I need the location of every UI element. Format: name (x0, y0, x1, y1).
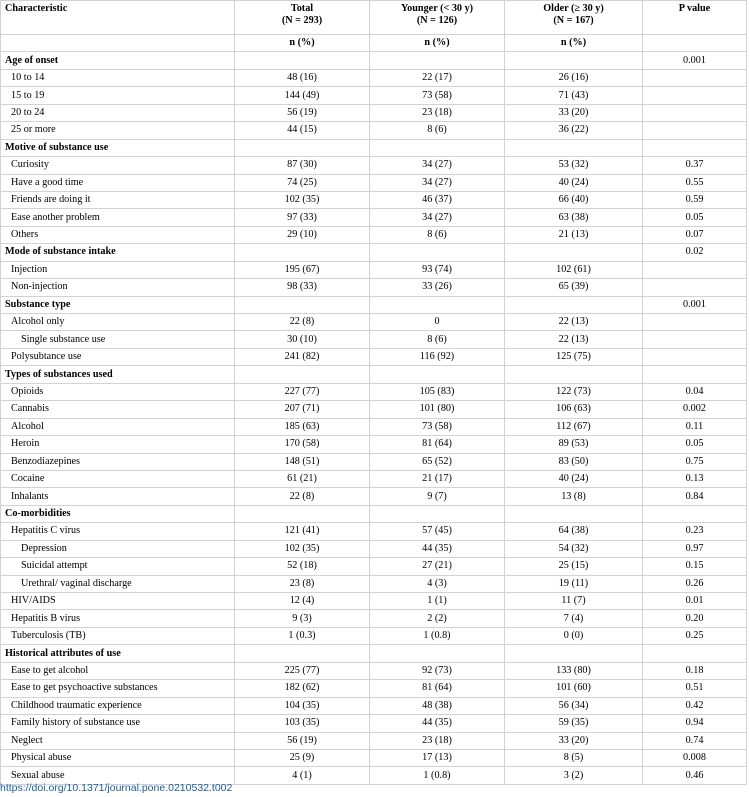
cell-younger: 116 (92) (370, 348, 505, 365)
cell-total (235, 139, 370, 156)
cell-total: 144 (49) (235, 87, 370, 104)
cell-older: 65 (39) (505, 279, 643, 296)
row-label: 10 to 14 (1, 69, 235, 86)
table-row (1, 470, 747, 487)
table-row (1, 401, 747, 418)
cell-total (235, 505, 370, 522)
cell-older: 26 (16) (505, 69, 643, 86)
table-row (1, 436, 747, 453)
cell-younger: 17 (13) (370, 749, 505, 766)
cell-total: 56 (19) (235, 104, 370, 121)
row-label: Friends are doing it (1, 191, 235, 208)
section-row (1, 244, 747, 261)
cell-younger: 81 (64) (370, 680, 505, 697)
table-row (1, 331, 747, 348)
cell-older: 133 (80) (505, 662, 643, 679)
cell-older: 71 (43) (505, 87, 643, 104)
cell-younger: 27 (21) (370, 558, 505, 575)
cell-younger: 34 (27) (370, 157, 505, 174)
row-label: Sexual abuse (1, 767, 235, 784)
cell-older: 56 (34) (505, 697, 643, 714)
cell-older: 19 (11) (505, 575, 643, 592)
row-label: Ease another problem (1, 209, 235, 226)
header-row (1, 1, 747, 35)
cell-total: 170 (58) (235, 436, 370, 453)
cell-younger: 1 (0.8) (370, 627, 505, 644)
cell-younger: 44 (35) (370, 715, 505, 732)
cell-pvalue: 0.11 (643, 418, 747, 435)
cell-pvalue (643, 261, 747, 278)
cell-total: 25 (9) (235, 749, 370, 766)
table-row (1, 348, 747, 365)
cell-total: 44 (15) (235, 122, 370, 139)
cell-younger: 1 (0.8) (370, 767, 505, 784)
cell-younger: 34 (27) (370, 209, 505, 226)
row-label: Inhalants (1, 488, 235, 505)
table-body (1, 52, 747, 784)
cell-younger: 8 (6) (370, 331, 505, 348)
table-row (1, 104, 747, 121)
row-label: 25 or more (1, 122, 235, 139)
row-label: Historical attributes of use (1, 645, 235, 662)
cell-younger (370, 366, 505, 383)
cell-older: 63 (38) (505, 209, 643, 226)
cell-total: 29 (10) (235, 226, 370, 243)
cell-total: 61 (21) (235, 470, 370, 487)
cell-older (505, 645, 643, 662)
table-row (1, 226, 747, 243)
cell-total: 52 (18) (235, 558, 370, 575)
table-row (1, 488, 747, 505)
row-label: Physical abuse (1, 749, 235, 766)
cell-pvalue (643, 279, 747, 296)
cell-older: 8 (5) (505, 749, 643, 766)
table-row (1, 715, 747, 732)
cell-younger: 0 (370, 314, 505, 331)
cell-pvalue (643, 331, 747, 348)
cell-total: 56 (19) (235, 732, 370, 749)
cell-pvalue (643, 122, 747, 139)
cell-total: 74 (25) (235, 174, 370, 191)
cell-younger: 92 (73) (370, 662, 505, 679)
cell-older: 125 (75) (505, 348, 643, 365)
cell-pvalue: 0.97 (643, 540, 747, 557)
row-label: Family history of substance use (1, 715, 235, 732)
cell-pvalue (643, 139, 747, 156)
cell-total: 225 (77) (235, 662, 370, 679)
cell-older: 66 (40) (505, 191, 643, 208)
cell-pvalue (643, 87, 747, 104)
cell-older: 89 (53) (505, 436, 643, 453)
table-row (1, 732, 747, 749)
cell-older: 59 (35) (505, 715, 643, 732)
section-row (1, 505, 747, 522)
row-label: Single substance use (1, 331, 235, 348)
cell-younger: 8 (6) (370, 226, 505, 243)
row-label: Urethral/ vaginal discharge (1, 575, 235, 592)
cell-older: 25 (15) (505, 558, 643, 575)
cell-total: 103 (35) (235, 715, 370, 732)
row-label: Suicidal attempt (1, 558, 235, 575)
table-row (1, 523, 747, 540)
cell-younger (370, 244, 505, 261)
cell-pvalue (643, 366, 747, 383)
col-header-older: Older (≥ 30 y) (N = 167) (505, 1, 643, 35)
section-row (1, 52, 747, 69)
table-row (1, 87, 747, 104)
cell-total: 1 (0.3) (235, 627, 370, 644)
cell-older: 3 (2) (505, 767, 643, 784)
cell-total: 185 (63) (235, 418, 370, 435)
cell-total: 121 (41) (235, 523, 370, 540)
col-header-pvalue: P value (643, 1, 747, 35)
row-label: Polysubtance use (1, 348, 235, 365)
row-label: Co-morbidities (1, 505, 235, 522)
table-row (1, 209, 747, 226)
cell-younger: 1 (1) (370, 593, 505, 610)
cell-pvalue: 0.46 (643, 767, 747, 784)
row-label: Depression (1, 540, 235, 557)
table-row (1, 558, 747, 575)
table-row (1, 157, 747, 174)
cell-younger: 22 (17) (370, 69, 505, 86)
row-label: Ease to get alcohol (1, 662, 235, 679)
cell-younger (370, 52, 505, 69)
row-label: Hepatitis B virus (1, 610, 235, 627)
row-label: Alcohol only (1, 314, 235, 331)
cell-younger: 101 (80) (370, 401, 505, 418)
row-label: Types of substances used (1, 366, 235, 383)
doi-link[interactable]: https://doi.org/10.1371/journal.pone.0210532.t002 (0, 782, 233, 794)
cell-younger: 8 (6) (370, 122, 505, 139)
cell-pvalue: 0.59 (643, 191, 747, 208)
cell-total: 22 (8) (235, 314, 370, 331)
row-label: Have a good time (1, 174, 235, 191)
cell-younger: 23 (18) (370, 104, 505, 121)
cell-younger: 57 (45) (370, 523, 505, 540)
section-row (1, 139, 747, 156)
cell-total: 98 (33) (235, 279, 370, 296)
cell-older: 40 (24) (505, 470, 643, 487)
cell-total (235, 52, 370, 69)
cell-older: 33 (20) (505, 104, 643, 121)
cell-younger: 4 (3) (370, 575, 505, 592)
cell-younger: 44 (35) (370, 540, 505, 557)
cell-younger (370, 139, 505, 156)
cell-pvalue: 0.18 (643, 662, 747, 679)
cell-total (235, 244, 370, 261)
table-row (1, 69, 747, 86)
table-row (1, 593, 747, 610)
cell-younger: 93 (74) (370, 261, 505, 278)
row-label: HIV/AIDS (1, 593, 235, 610)
cell-total: 9 (3) (235, 610, 370, 627)
col-header-younger: Younger (< 30 y) (N = 126) (370, 1, 505, 35)
cell-pvalue: 0.001 (643, 296, 747, 313)
cell-younger (370, 296, 505, 313)
cell-older (505, 244, 643, 261)
cell-younger: 33 (26) (370, 279, 505, 296)
row-label: Neglect (1, 732, 235, 749)
cell-total: 48 (16) (235, 69, 370, 86)
cell-pvalue: 0.42 (643, 697, 747, 714)
cell-total: 23 (8) (235, 575, 370, 592)
cell-older: 21 (13) (505, 226, 643, 243)
cell-total: 87 (30) (235, 157, 370, 174)
row-label: Childhood traumatic experience (1, 697, 235, 714)
cell-older (505, 366, 643, 383)
row-label: Cannabis (1, 401, 235, 418)
cell-pvalue: 0.15 (643, 558, 747, 575)
cell-pvalue (643, 314, 747, 331)
cell-pvalue (643, 104, 747, 121)
cell-younger: 73 (58) (370, 87, 505, 104)
row-label: Alcohol (1, 418, 235, 435)
cell-older: 112 (67) (505, 418, 643, 435)
cell-older: 122 (73) (505, 383, 643, 400)
cell-pvalue (643, 505, 747, 522)
row-label: Benzodiazepines (1, 453, 235, 470)
cell-pvalue: 0.01 (643, 593, 747, 610)
cell-younger: 9 (7) (370, 488, 505, 505)
cell-pvalue (643, 69, 747, 86)
cell-pvalue: 0.05 (643, 436, 747, 453)
cell-pvalue (643, 348, 747, 365)
table-row (1, 453, 747, 470)
row-label: Cocaine (1, 470, 235, 487)
row-label: Others (1, 226, 235, 243)
cell-pvalue: 0.74 (643, 732, 747, 749)
row-label: Injection (1, 261, 235, 278)
cell-pvalue: 0.008 (643, 749, 747, 766)
col-header-total: Total (N = 293) (235, 1, 370, 35)
cell-younger: 21 (17) (370, 470, 505, 487)
cell-younger: 2 (2) (370, 610, 505, 627)
row-label: Age of onset (1, 52, 235, 69)
cell-younger: 23 (18) (370, 732, 505, 749)
cell-younger (370, 505, 505, 522)
cell-pvalue: 0.55 (643, 174, 747, 191)
cell-pvalue (643, 645, 747, 662)
section-row (1, 645, 747, 662)
cell-pvalue: 0.51 (643, 680, 747, 697)
row-label: Heroin (1, 436, 235, 453)
cell-older (505, 139, 643, 156)
cell-pvalue: 0.75 (643, 453, 747, 470)
table-row (1, 383, 747, 400)
unit-row (1, 35, 747, 52)
cell-younger: 73 (58) (370, 418, 505, 435)
row-label: 15 to 19 (1, 87, 235, 104)
col-header-characteristic: Characteristic (1, 1, 235, 35)
cell-total: 207 (71) (235, 401, 370, 418)
cell-total: 241 (82) (235, 348, 370, 365)
cell-younger: 46 (37) (370, 191, 505, 208)
cell-pvalue: 0.25 (643, 627, 747, 644)
table-row (1, 279, 747, 296)
cell-pvalue: 0.002 (643, 401, 747, 418)
cell-total: 148 (51) (235, 453, 370, 470)
cell-pvalue: 0.20 (643, 610, 747, 627)
cell-younger: 65 (52) (370, 453, 505, 470)
cell-total (235, 645, 370, 662)
table-row (1, 680, 747, 697)
unit-total: n (%) (235, 35, 370, 52)
row-label: Substance type (1, 296, 235, 313)
cell-total: 182 (62) (235, 680, 370, 697)
table-row (1, 314, 747, 331)
cell-pvalue: 0.23 (643, 523, 747, 540)
cell-total: 227 (77) (235, 383, 370, 400)
table-row (1, 122, 747, 139)
table-row (1, 662, 747, 679)
row-label: Curiosity (1, 157, 235, 174)
unit-younger: n (%) (370, 35, 505, 52)
row-label: Motive of substance use (1, 139, 235, 156)
cell-pvalue: 0.05 (643, 209, 747, 226)
cell-younger (370, 645, 505, 662)
table-row (1, 610, 747, 627)
cell-older: 83 (50) (505, 453, 643, 470)
cell-total: 30 (10) (235, 331, 370, 348)
cell-older (505, 52, 643, 69)
cell-younger: 34 (27) (370, 174, 505, 191)
cell-pvalue: 0.07 (643, 226, 747, 243)
table-row (1, 697, 747, 714)
cell-younger: 81 (64) (370, 436, 505, 453)
cell-total: 4 (1) (235, 767, 370, 784)
cell-total: 104 (35) (235, 697, 370, 714)
cell-older: 53 (32) (505, 157, 643, 174)
row-label: Non-injection (1, 279, 235, 296)
table-row (1, 418, 747, 435)
cell-older (505, 296, 643, 313)
table-row (1, 627, 747, 644)
cell-total: 22 (8) (235, 488, 370, 505)
cell-pvalue: 0.26 (643, 575, 747, 592)
cell-pvalue: 0.04 (643, 383, 747, 400)
cell-total: 102 (35) (235, 191, 370, 208)
cell-total: 12 (4) (235, 593, 370, 610)
table-row (1, 749, 747, 766)
table-row (1, 174, 747, 191)
cell-pvalue: 0.37 (643, 157, 747, 174)
table-row (1, 575, 747, 592)
cell-older: 64 (38) (505, 523, 643, 540)
cell-older: 7 (4) (505, 610, 643, 627)
cell-total: 195 (67) (235, 261, 370, 278)
cell-older: 11 (7) (505, 593, 643, 610)
row-label: Ease to get psychoactive substances (1, 680, 235, 697)
cell-older: 36 (22) (505, 122, 643, 139)
cell-pvalue: 0.84 (643, 488, 747, 505)
cell-older: 106 (63) (505, 401, 643, 418)
cell-older: 13 (8) (505, 488, 643, 505)
cell-pvalue: 0.001 (643, 52, 747, 69)
unit-older: n (%) (505, 35, 643, 52)
cell-older: 102 (61) (505, 261, 643, 278)
cell-older: 0 (0) (505, 627, 643, 644)
cell-pvalue: 0.94 (643, 715, 747, 732)
table-row (1, 540, 747, 557)
cell-total (235, 296, 370, 313)
section-row (1, 366, 747, 383)
cell-older: 22 (13) (505, 314, 643, 331)
cell-total: 97 (33) (235, 209, 370, 226)
section-row (1, 296, 747, 313)
cell-total: 102 (35) (235, 540, 370, 557)
row-label: 20 to 24 (1, 104, 235, 121)
cell-pvalue: 0.13 (643, 470, 747, 487)
cell-older: 33 (20) (505, 732, 643, 749)
cell-younger: 105 (83) (370, 383, 505, 400)
cell-older: 54 (32) (505, 540, 643, 557)
cell-older: 40 (24) (505, 174, 643, 191)
row-label: Opioids (1, 383, 235, 400)
row-label: Mode of substance intake (1, 244, 235, 261)
cell-total (235, 366, 370, 383)
cell-older (505, 505, 643, 522)
row-label: Hepatitis C virus (1, 523, 235, 540)
cell-older: 101 (60) (505, 680, 643, 697)
row-label: Tuberculosis (TB) (1, 627, 235, 644)
table-row (1, 261, 747, 278)
cell-pvalue: 0.02 (643, 244, 747, 261)
cell-younger: 48 (38) (370, 697, 505, 714)
cell-older: 22 (13) (505, 331, 643, 348)
table-row (1, 191, 747, 208)
